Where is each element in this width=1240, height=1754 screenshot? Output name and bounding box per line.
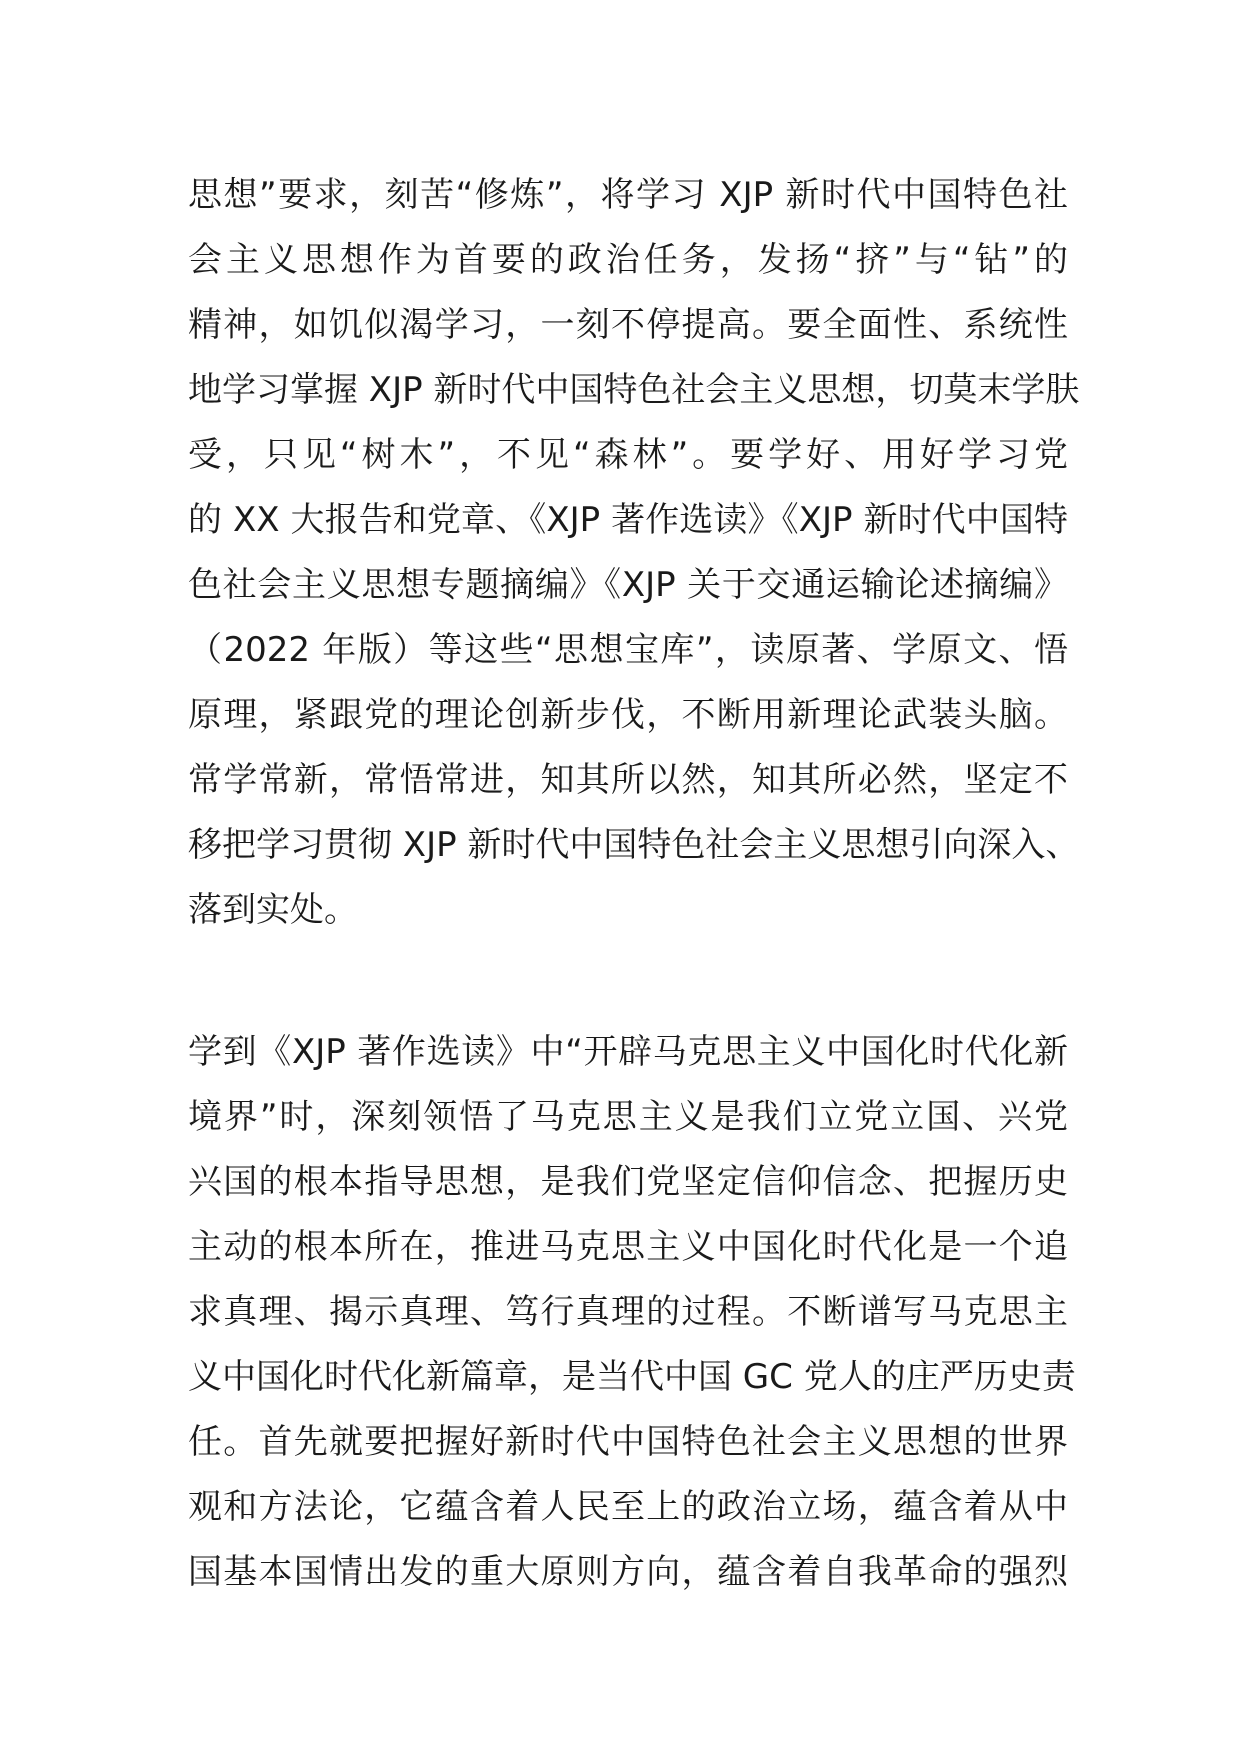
text-line: 求真理、揭示真理、笃行真理的过程。不断谱写马克思主	[188, 1292, 1068, 1332]
paragraph-1	[188, 163, 1080, 943]
text-line: 常学常新，常悟常进，知其所以然，知其所必然，坚定不	[188, 760, 1068, 800]
text-line: 原理，紧跟党的理论创新步伐，不断用新理论武装头脑。	[188, 695, 1068, 735]
text-line: 主动的根本所在，推进马克思主义中国化时代化是一个追	[188, 1227, 1068, 1267]
text-line: （2022 年版）等这些“思想宝库”，读原著、学原文、悟	[188, 630, 1068, 670]
text-line: 精神，如饥似渴学习，一刻不停提高。要全面性、系统性	[188, 305, 1068, 345]
text-line: 思想”要求，刻苦“修炼”，将学习 XJP 新时代中国特色社	[188, 175, 1068, 215]
text-line: 色社会主义思想专题摘编》《XJP 关于交通运输论述摘编》	[188, 565, 1068, 605]
paragraph-2	[188, 1020, 1076, 1605]
text-line: 观和方法论，它蕴含着人民至上的政治立场，蕴含着从中	[188, 1487, 1068, 1527]
text-line: 兴国的根本指导思想，是我们党坚定信仰信念、把握历史	[188, 1162, 1068, 1202]
text-line: 地学习掌握 XJP 新时代中国特色社会主义思想，切莫末学肤	[188, 370, 1080, 410]
text-line: 境界”时，深刻领悟了马克思主义是我们立党立国、兴党	[188, 1097, 1068, 1137]
text-line: 会主义思想作为首要的政治任务，发扬“挤”与“钻”的	[188, 240, 1068, 280]
text-line: 学到《XJP 著作选读》中“开辟马克思主义中国化时代化新	[188, 1032, 1068, 1072]
text-line: 任。首先就要把握好新时代中国特色社会主义思想的世界	[188, 1422, 1068, 1462]
text-line: 义中国化时代化新篇章，是当代中国 GC 党人的庄严历史责	[188, 1357, 1076, 1397]
text-line: 的 XX 大报告和党章、《XJP 著作选读》《XJP 新时代中国特	[188, 500, 1068, 540]
text-line: 落到实处。	[188, 890, 358, 930]
text-line: 移把学习贯彻 XJP 新时代中国特色社会主义思想引向深入、	[188, 825, 1080, 865]
text-line: 国基本国情出发的重大原则方向，蕴含着自我革命的强烈	[188, 1552, 1068, 1592]
text-line: 受，只见“树木”，不见“森林”。要学好、用好学习党	[188, 435, 1068, 475]
